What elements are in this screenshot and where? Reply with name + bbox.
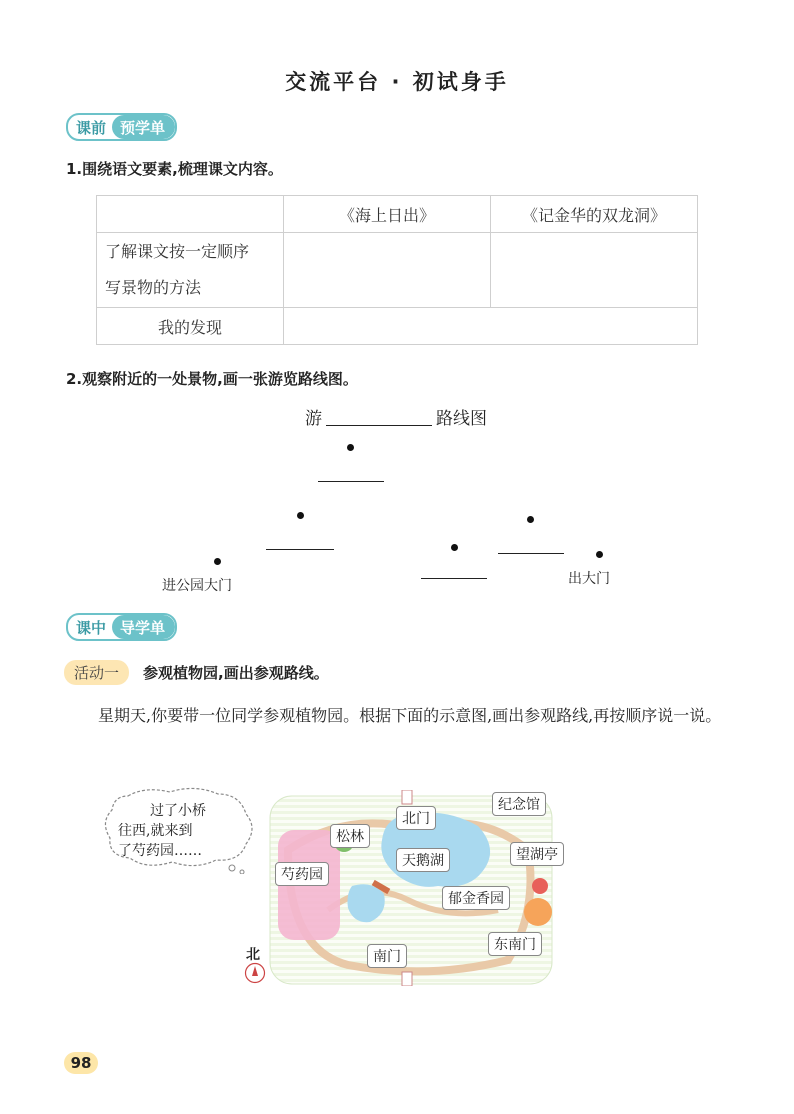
route-blank[interactable] [266, 549, 334, 550]
table-corner-cell [97, 196, 284, 233]
table-row-label: 我的发现 [97, 308, 284, 345]
route-blank[interactable] [421, 578, 487, 579]
activity-text: 参观植物园,画出参观路线。 [143, 664, 329, 682]
section-badge-pre [66, 113, 177, 141]
table-row-label [97, 233, 284, 308]
route-point [451, 544, 458, 551]
bubble-text-line: 过了小桥 [150, 803, 206, 819]
bubble-text-line: 往西,就来到 [118, 823, 193, 839]
summary-table [96, 195, 698, 345]
map-label-south-gate: 南门 [367, 944, 407, 968]
route-start-point [214, 558, 221, 565]
route-title-blank[interactable] [326, 425, 432, 426]
map-label-peony: 芍药园 [275, 862, 329, 886]
instruction-paragraph: 星期天,你要带一位同学参观植物园。根据下面的示意图,画出参观路线,再按顺序说一说。 [98, 706, 722, 725]
section-badge-sub: 导学单 [112, 615, 175, 639]
question-1: 1.围绕语文要素,梳理课文内容。 [66, 160, 283, 178]
map-label-tulip: 郁金香园 [442, 886, 510, 910]
table-answer-cell[interactable] [491, 233, 698, 308]
map-label-lake-pavilion: 望湖亭 [510, 842, 564, 866]
section-badge-sub: 预学单 [112, 115, 175, 139]
route-point [527, 516, 534, 523]
route-end-point [596, 551, 603, 558]
map-label-pine: 松林 [330, 824, 370, 848]
route-title-suffix: 路线图 [436, 409, 487, 429]
route-end-label: 出大门 [568, 571, 610, 587]
table-answer-cell[interactable] [284, 308, 698, 345]
compass-icon [244, 962, 266, 984]
question-2: 2.观察附近的一处景物,画一张游览路线图。 [66, 370, 358, 388]
section-badge-label: 课中 [76, 618, 107, 637]
route-blank[interactable] [498, 553, 564, 554]
route-title-prefix: 游 [305, 409, 322, 429]
compass-label: 北 [246, 947, 260, 963]
route-point [297, 512, 304, 519]
section-badge-mid [66, 613, 177, 641]
table-row-label-line: 写景物的方法 [105, 278, 202, 297]
table-row-label-line: 了解课文按一定顺序 [105, 242, 250, 261]
activity-tag: 活动一 [64, 660, 129, 685]
section-badge-label: 课前 [76, 118, 107, 137]
table-header-cell: 《记金华的双龙洞》 [491, 196, 698, 233]
table-answer-cell[interactable] [284, 233, 491, 308]
page-number: 98 [64, 1052, 98, 1074]
route-point [347, 444, 354, 451]
route-start-label: 进公园大门 [162, 578, 232, 594]
map-label-memorial: 纪念馆 [492, 792, 546, 816]
route-blank[interactable] [318, 481, 384, 482]
page-title: 交流平台 · 初试身手 [285, 70, 509, 94]
map-label-swan-lake: 天鹅湖 [396, 848, 450, 872]
bubble-text-line: 了芍药园…… [118, 843, 202, 859]
map-label-north-gate: 北门 [396, 806, 436, 830]
map-label-southeast-gate: 东南门 [488, 932, 542, 956]
table-header-cell: 《海上日出》 [284, 196, 491, 233]
